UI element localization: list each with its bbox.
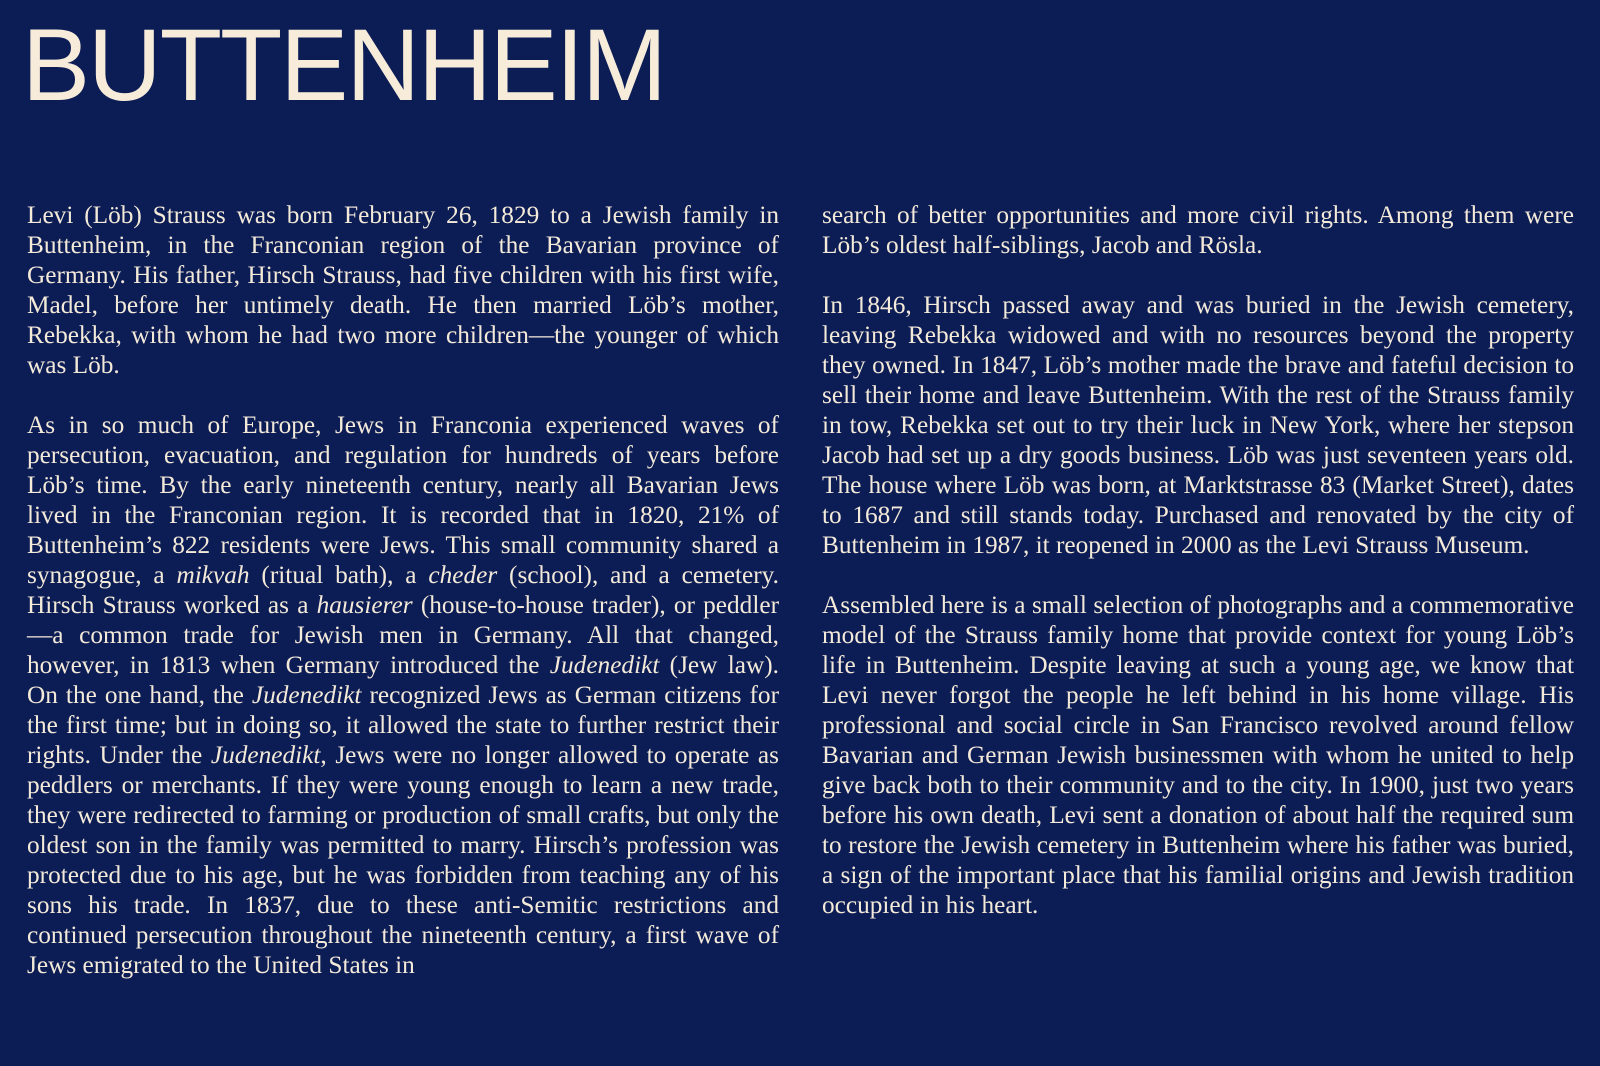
- text-run: As in so much of Europe, Jews in Franconia experienced waves of persecution, evacuation, and regulation for hundreds of years before Löb’s time. By the early nineteenth century, nearly all Bavarian Jews lived in the Franconian region. It is recorded that in 1820, 21% of Buttenheim’s 822 residents were Jews. This small community shared a synagogue, a: [27, 411, 779, 589]
- italic-term-hausierer: hausierer: [316, 591, 413, 619]
- italic-term-mikvah: mikvah: [176, 561, 250, 589]
- paragraph-franconia-history: [27, 410, 779, 980]
- italic-term-judenedikt: Judenedikt: [251, 681, 362, 709]
- text-run: (ritual bath), a: [249, 561, 429, 589]
- text-run: , Jews were no longer allowed to operate as peddlers or merchants. If they were young enough to learn a new trade, they were redirected to farming or production of small crafts, but only the oldest son in the family was permitted to marry. Hirsch’s profession was protected due to his age, but he was forbidden from teaching any of his sons his trade. In 1837, due to these anti-Semitic restrictions and continued persecution throughout the nineteenth century, a first wave of Jews emigrated to the United States in: [27, 741, 780, 979]
- text-run: recognized Jews as German citizens for the first time; but in doing so, it allowed the state to further restrict their rights. Under the: [27, 681, 779, 769]
- paragraph-birth: Levi (Löb) Strauss was born February 26, 1829 to a Jewish family in Buttenheim, in the Franconian region of the Bavarian province of Germany. His father, Hirsch Strauss, had five children with his first wife, Madel, before her untimely death. He then married Löb’s mother, Rebekka, with whom he had two more children—the younger of which was Löb.: [27, 201, 779, 379]
- text-run: (Jew law). On the one hand, the: [27, 651, 780, 709]
- italic-term-judenedikt: Judenedikt: [549, 651, 660, 679]
- paragraph-emigration: search of better opportunities and more civil rights. Among them were Löb’s oldest half-siblings, Jacob and Rösla.: [822, 201, 1574, 259]
- text-run: (house-to-house trader), or peddler—a common trade for Jewish men in Germany. All that changed, however, in 1813 when Germany introduced the: [27, 591, 780, 679]
- page-title: BUTTENHEIM: [22, 8, 665, 122]
- paragraph-departure: In 1846, Hirsch passed away and was buried in the Jewish cemetery, leaving Rebekka widowed and with no resources beyond the property they owned. In 1847, Löb’s mother made the brave and fateful decision to sell their home and leave Buttenheim. With the rest of the Strauss family in tow, Rebekka set out to try their luck in New York, where her stepson Jacob had set up a dry goods business. Löb was just seventeen years old. The house where Löb was born, at Marktstrasse 83 (Market Street), dates to 1687 and still stands today. Purchased and renovated by the city of Buttenheim in 1987, it reopened in 2000 as the Levi Strauss Museum.: [822, 291, 1574, 559]
- paragraph-legacy: Assembled here is a small selection of photographs and a commemorative model of the Strauss family home that provide context for young Löb’s life in Buttenheim. Despite leaving at such a young age, we know that Levi never forgot the people he left behind in his home village. His professional and social circle in San Francisco revolved around fellow Bavarian and German Jewish businessmen with whom he united to help give back both to their community and to the city. In 1900, just two years before his own death, Levi sent a donation of about half the required sum to restore the Jewish cemetery in Buttenheim where his father was buried, a sign of the important place that his familial origins and Jewish tradition occupied in his heart.: [822, 591, 1574, 919]
- text-run: (school), and a cemetery. Hirsch Strauss worked as a: [27, 561, 779, 619]
- right-text-column: [822, 200, 1574, 950]
- left-text-column: [27, 200, 779, 1010]
- italic-term-judenedikt: Judenedikt: [210, 741, 321, 769]
- italic-term-cheder: cheder: [428, 561, 498, 589]
